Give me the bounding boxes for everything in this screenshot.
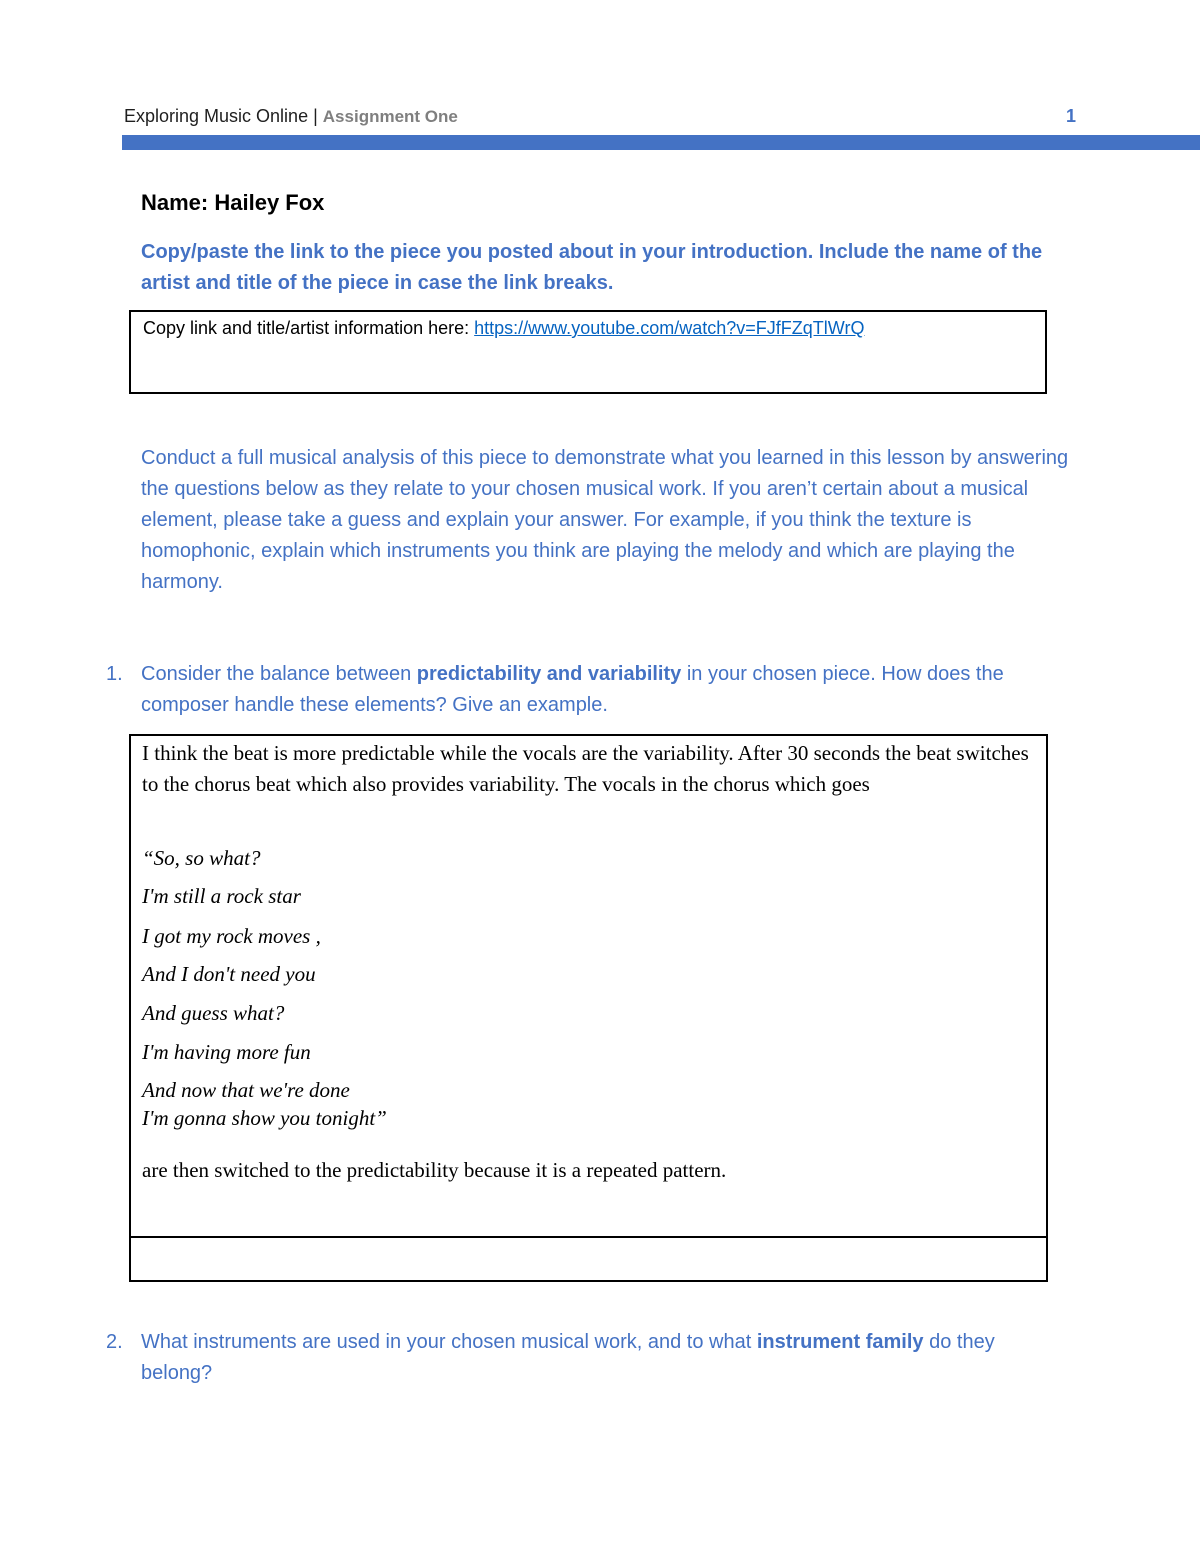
header-rule <box>122 135 1200 150</box>
link-answer-text <box>143 318 864 339</box>
answer-1-closing: are then switched to the predictability because it is a repeated pattern. <box>142 1158 727 1182</box>
analysis-prompt: Conduct a full musical analysis of this piece to demonstrate what you learned in this lesson by answering the questions below as they relate to your chosen musical work. If you aren’t certain about a musical element, please take a guess and explain your answer. For example, if you think the texture is homophonic, explain which instruments you think are playing the melody and which are playing the harmony. <box>141 447 1069 593</box>
question-1-text <box>141 659 1070 721</box>
question-1-text-start: Consider the balance between <box>141 663 417 685</box>
lyric-line: I'm still a rock star <box>142 884 301 908</box>
question-1-number: 1. <box>106 663 123 685</box>
course-title: Exploring Music Online <box>124 106 309 126</box>
link-prompt: Copy/paste the link to the piece you posted about in your introduction. Include the name of the artist and title of the piece in case the link breaks. <box>141 241 1043 294</box>
assignment-title: Assignment One <box>322 107 458 126</box>
page-header <box>124 106 1076 130</box>
question-2-text <box>141 1327 1070 1389</box>
question-1 <box>100 659 1070 721</box>
link-answer-box <box>129 310 1047 394</box>
question-2-text-end: do they belong? <box>141 1331 995 1384</box>
question-2-text-start: What instruments are used in your chosen musical work, and to what <box>141 1331 757 1353</box>
question-1-keyword: predictability and variability <box>416 663 682 685</box>
question-2-number: 2. <box>106 1331 123 1353</box>
lyric-line: I'm gonna show you tonight” <box>142 1106 387 1130</box>
youtube-link[interactable]: https://www.youtube.com/watch?v=FJfFZqTlWrQ <box>474 318 865 338</box>
question-2-keyword: instrument family <box>756 1331 924 1353</box>
student-name: Name: Hailey Fox <box>141 190 325 215</box>
lyric-line: And I don't need you <box>142 962 316 986</box>
question-2 <box>100 1327 1070 1389</box>
answer-1-box <box>129 734 1048 1282</box>
header-separator: | <box>313 106 323 126</box>
answer-1-paragraph: I think the beat is more predictable while the vocals are the variability. After 30 seconds the beat switches to the chorus beat which also provides variability. The vocals in the chorus which goes <box>142 741 1029 796</box>
lyric-line: “So, so what? <box>142 846 261 870</box>
link-label: Copy link and title/artist information here: <box>143 318 475 338</box>
lyric-line: I'm having more fun <box>142 1040 311 1064</box>
page-number: 1 <box>1065 106 1076 126</box>
lyric-line: I got my rock moves , <box>142 924 321 948</box>
lyric-line: And guess what? <box>142 1001 285 1025</box>
lyric-line: And now that we're done <box>142 1078 350 1102</box>
question-1-text-end: in your chosen piece. How does the composer handle these elements? Give an example. <box>141 663 1004 716</box>
answer-box-divider <box>131 1236 1046 1238</box>
